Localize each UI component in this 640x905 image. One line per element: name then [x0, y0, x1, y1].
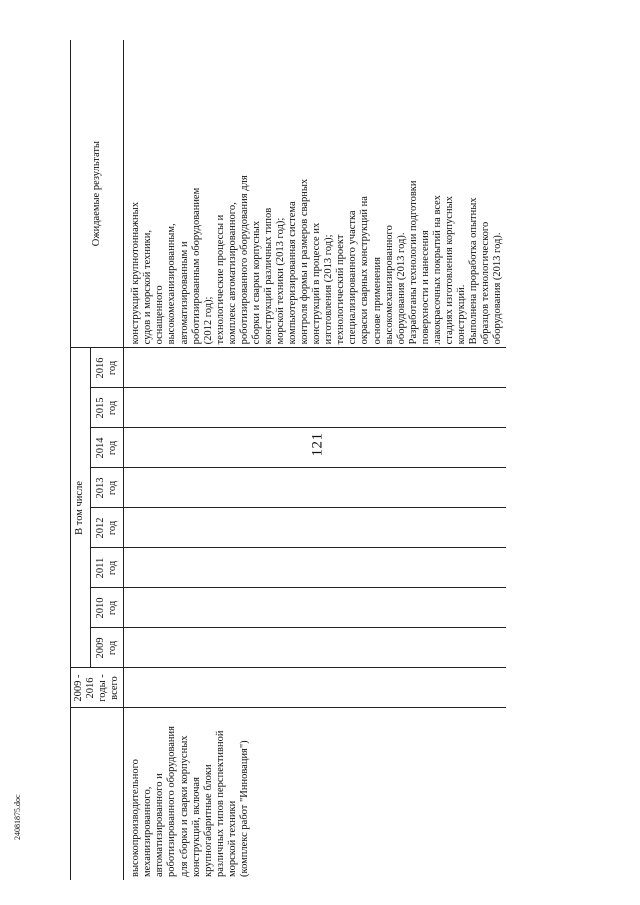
header-row-1 [71, 40, 91, 880]
year-value-cell [124, 628, 506, 668]
year-header-2012: 2012 год [90, 508, 124, 548]
year-value-cell [124, 508, 506, 548]
results-header-cell: Ожидаемые результаты [71, 40, 124, 348]
total-label-line: 2016 [85, 677, 97, 699]
funding-results-table [70, 40, 506, 880]
year-value-cell [124, 428, 506, 468]
year-header-2015: 2015 год [90, 388, 124, 428]
total-value-cell [124, 668, 506, 708]
total-header-cell [71, 668, 124, 708]
year-value-cell [124, 548, 506, 588]
document-code: 24081875.doc [13, 794, 22, 840]
including-header-cell: В том числе [71, 348, 91, 668]
year-value-cell [124, 348, 506, 388]
total-label-line: годы - [97, 674, 109, 702]
year-header-2009: 2009 год [90, 628, 124, 668]
year-header-2010: 2010 год [90, 588, 124, 628]
results-cell: конструкций крупнотоннажных судов и морской техники, оснащенного высокомеханизированным, автоматизированным и роботизированным оборудованием (2012 год); технологические процессы и комплекс автоматизированного, роботизированного оборудования для сборки и сварки корпусных конструкций различных типов морской техники (2013 год); компьютеризированная система контроля формы и размеров сварных конструкций в процессе их изготовления (2013 год); технологический проект специализированного участка окраски сварных конструкций на основе применения высокомеханизированного оборудования (2013 год). Разработаны технологии подготовки поверхности и нанесения лакокрасочных покрытий на всех стадиях изготовления корпусных конструкций. Выполнена проработка опытных образцов технологического оборудования (2013 год). [124, 40, 506, 348]
total-label-line: 2009 - [73, 674, 84, 702]
year-header-2016: 2016 год [90, 348, 124, 388]
description-cell: высокопроизводительного механизированного, автоматизированного и роботизированного оборудования для сборки и сварки корпусных конструкций, включая крупногабаритные блоки различных типов перспективной морской техники (комплекс работ "Инновация") [124, 708, 506, 880]
table-row [124, 40, 506, 880]
rotated-table-container [70, 40, 610, 880]
page-number: 121 [309, 432, 326, 457]
total-label-line: всего [109, 676, 121, 700]
year-header-2011: 2011 год [90, 548, 124, 588]
description-header-cell [71, 708, 124, 880]
year-value-cell [124, 468, 506, 508]
year-header-2014: 2014 год [90, 428, 124, 468]
year-value-cell [124, 588, 506, 628]
year-header-2013: 2013 год [90, 468, 124, 508]
year-value-cell [124, 388, 506, 428]
